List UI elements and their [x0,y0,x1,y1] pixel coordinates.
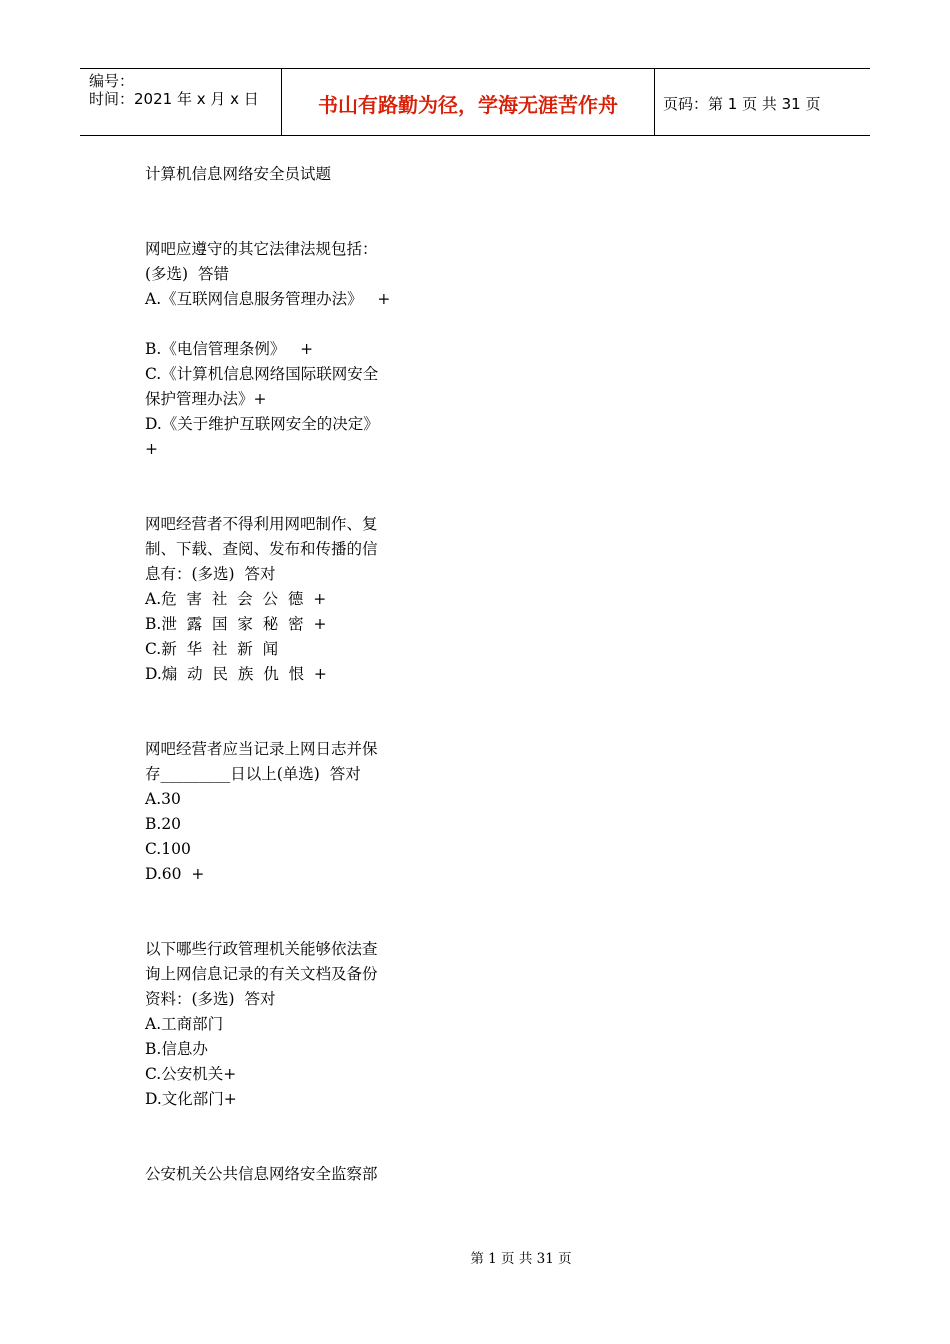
blank-line [145,462,415,487]
header-meta-cell [80,69,282,136]
blank-line [145,1137,415,1162]
document-body [145,162,415,1187]
document-time-label: 时间：2021 年 x 月 x 日 [89,90,259,108]
text-line: 网吧应遵守的其它法律法规包括： [145,240,378,258]
blank-line [145,487,415,512]
document-header [80,68,870,136]
header-page-cell [655,69,870,136]
text-line: 制、下载、查阅、发布和传播的信 [145,540,378,558]
document-number-label: 编号： [89,72,135,90]
text-line: 息有：(多选) 答对 [145,565,276,583]
text-line: C.新 华 社 新 闻 [145,640,279,658]
text-line: 询上网信息记录的有关文档及备份 [145,965,378,983]
text-line: A.危 害 社 会 公 德 + [145,590,327,608]
blank-line [145,212,415,237]
blank-line [145,312,415,337]
blank-line [145,912,415,937]
text-line: 网吧经营者应当记录上网日志并保 [145,740,378,758]
text-line: C.《计算机信息网络国际联网安全 [145,365,379,383]
text-line: B.《电信管理条例》 + [145,340,314,358]
blank-line [145,1112,415,1137]
header-motto-cell [282,69,655,136]
text-line: + [145,440,158,458]
text-line: A.工商部门 [145,1015,224,1033]
blank-line [145,887,415,912]
text-line: 网吧经营者不得利用网吧制作、复 [145,515,378,533]
text-line: 计算机信息网络安全员试题 [145,165,332,183]
text-line: C.公安机关+ [145,1065,237,1083]
motto-text: 书山有路勤为径，学海无涯苦作舟 [318,93,618,117]
text-line: B.泄 露 国 家 秘 密 + [145,615,327,633]
text-line: 保护管理办法》+ [145,390,267,408]
text-line: B.20 [145,815,182,833]
blank-line [145,187,415,212]
text-line: (多选) 答错 [145,265,229,283]
text-line: C.100 [145,840,191,858]
blank-line [145,687,415,712]
text-line: A.《互联网信息服务管理办法》 + [145,290,391,308]
text-line: D.《关于维护互联网安全的决定》 [145,415,379,433]
text-line: B.信息办 [145,1040,208,1058]
text-line: 公安机关公共信息网络安全监察部 [145,1165,378,1183]
header-page-info: 页码：第 1 页 共 31 页 [663,95,821,113]
text-line: D.煽 动 民 族 仇 恨 + [145,665,327,683]
text-line: 存_________日以上(单选) 答对 [145,765,361,783]
blank-line [145,712,415,737]
text-line: 资料：(多选) 答对 [145,990,276,1008]
text-line: D.文化部门+ [145,1090,237,1108]
text-line: D.60 + [145,865,205,883]
page-footer: 第 1 页 共 31 页 [470,1251,572,1267]
text-line: A.30 [145,790,181,808]
text-line: 以下哪些行政管理机关能够依法查 [145,940,378,958]
